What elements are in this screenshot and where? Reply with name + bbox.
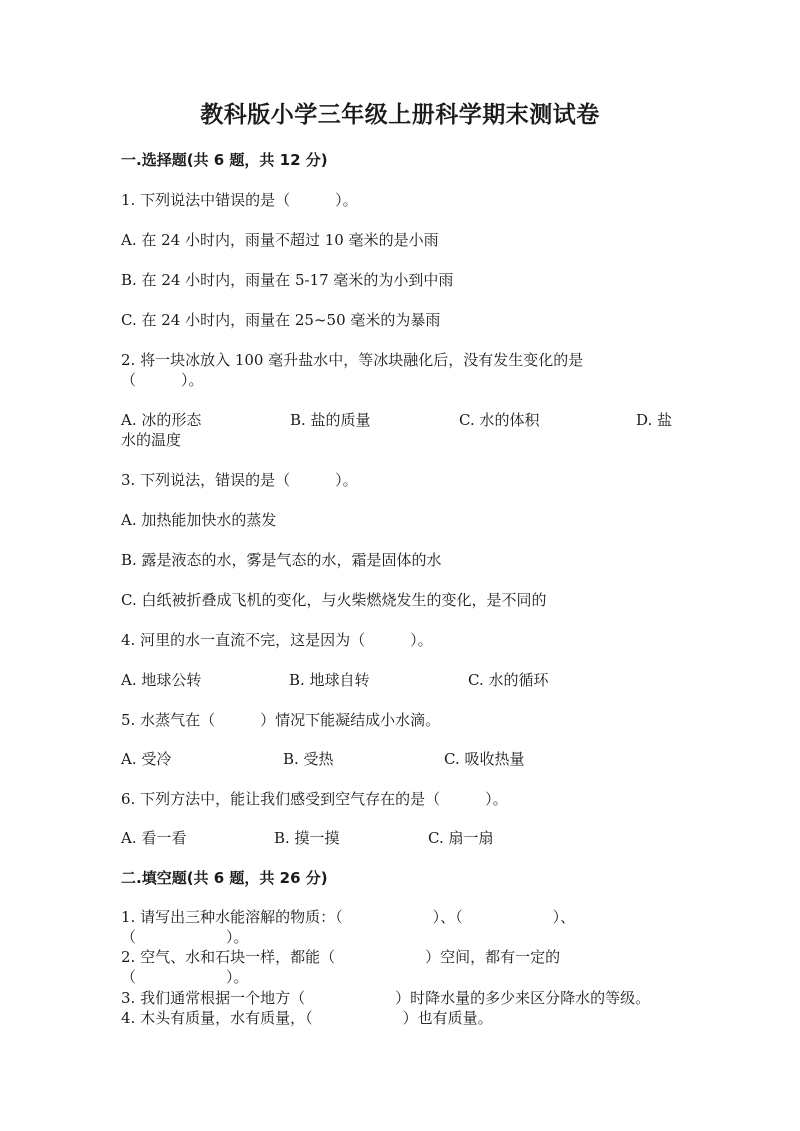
page-title: 教科版小学三年级上册科学期末测试卷 xyxy=(200,102,600,128)
question-3-option-a: A. 加热能加快水的蒸发 xyxy=(121,511,277,529)
question-4-option-b: B. 地球自转 xyxy=(289,671,370,689)
question-6-stem: 6. 下列方法中，能让我们感受到空气存在的是（ ）。 xyxy=(121,790,508,808)
question-2-option-d-wrap: 水的温度 xyxy=(121,431,182,449)
question-1-option-b: B. 在 24 小时内，雨量在 5-17 毫米的为小到中雨 xyxy=(121,271,454,289)
section-heading-fill-blank: 二.填空题(共 6 题，共 26 分) xyxy=(121,869,328,887)
fill-question-1-line1: 1. 请写出三种水能溶解的物质：（ ）、（ ）、 xyxy=(121,908,576,926)
question-2-option-b: B. 盐的质量 xyxy=(290,411,371,429)
question-5-option-a: A. 受冷 xyxy=(121,750,172,768)
fill-question-2-line1: 2. 空气、水和石块一样，都能（ ）空间，都有一定的 xyxy=(121,948,561,966)
question-4-option-c: C. 水的循环 xyxy=(468,671,549,689)
question-4-option-a: A. 地球公转 xyxy=(121,671,202,689)
question-1-stem: 1. 下列说法中错误的是（ ）。 xyxy=(121,191,358,209)
question-5-option-b: B. 受热 xyxy=(283,750,334,768)
question-2-option-a: A. 冰的形态 xyxy=(121,411,202,429)
question-6-option-c: C. 扇一扇 xyxy=(428,829,494,847)
question-3-option-c: C. 白纸被折叠成飞机的变化，与火柴燃烧发生的变化，是不同的 xyxy=(121,591,547,609)
fill-question-2-line2: （ ）。 xyxy=(121,968,249,986)
question-4-stem: 4. 河里的水一直流不完，这是因为（ ）。 xyxy=(121,631,433,649)
question-1-option-a: A. 在 24 小时内，雨量不超过 10 毫米的是小雨 xyxy=(121,231,439,249)
fill-question-1-line2: （ ）。 xyxy=(121,928,249,946)
question-2-stem-line2: （ ）。 xyxy=(121,371,204,389)
question-3-stem: 3. 下列说法，错误的是（ ）。 xyxy=(121,471,358,489)
question-2-option-d: D. 盐 xyxy=(636,411,673,429)
section-heading-choice: 一.选择题(共 6 题，共 12 分) xyxy=(121,151,328,169)
fill-question-4: 4. 木头有质量，水有质量，（ ）也有质量。 xyxy=(121,1009,493,1027)
question-6-option-a: A. 看一看 xyxy=(121,829,187,847)
fill-question-3: 3. 我们通常根据一个地方（ ）时降水量的多少来区分降水的等级。 xyxy=(121,989,651,1007)
question-3-option-b: B. 露是液态的水，雾是气态的水，霜是固体的水 xyxy=(121,551,442,569)
question-5-stem: 5. 水蒸气在（ ）情况下能凝结成小水滴。 xyxy=(121,711,441,729)
question-2-stem-line1: 2. 将一块冰放入 100 毫升盐水中，等冰块融化后，没有发生变化的是 xyxy=(121,351,584,369)
question-5-option-c: C. 吸收热量 xyxy=(444,750,525,768)
question-1-option-c: C. 在 24 小时内，雨量在 25~50 毫米的为暴雨 xyxy=(121,311,441,329)
question-6-option-b: B. 摸一摸 xyxy=(274,829,340,847)
question-2-option-c: C. 水的体积 xyxy=(459,411,540,429)
